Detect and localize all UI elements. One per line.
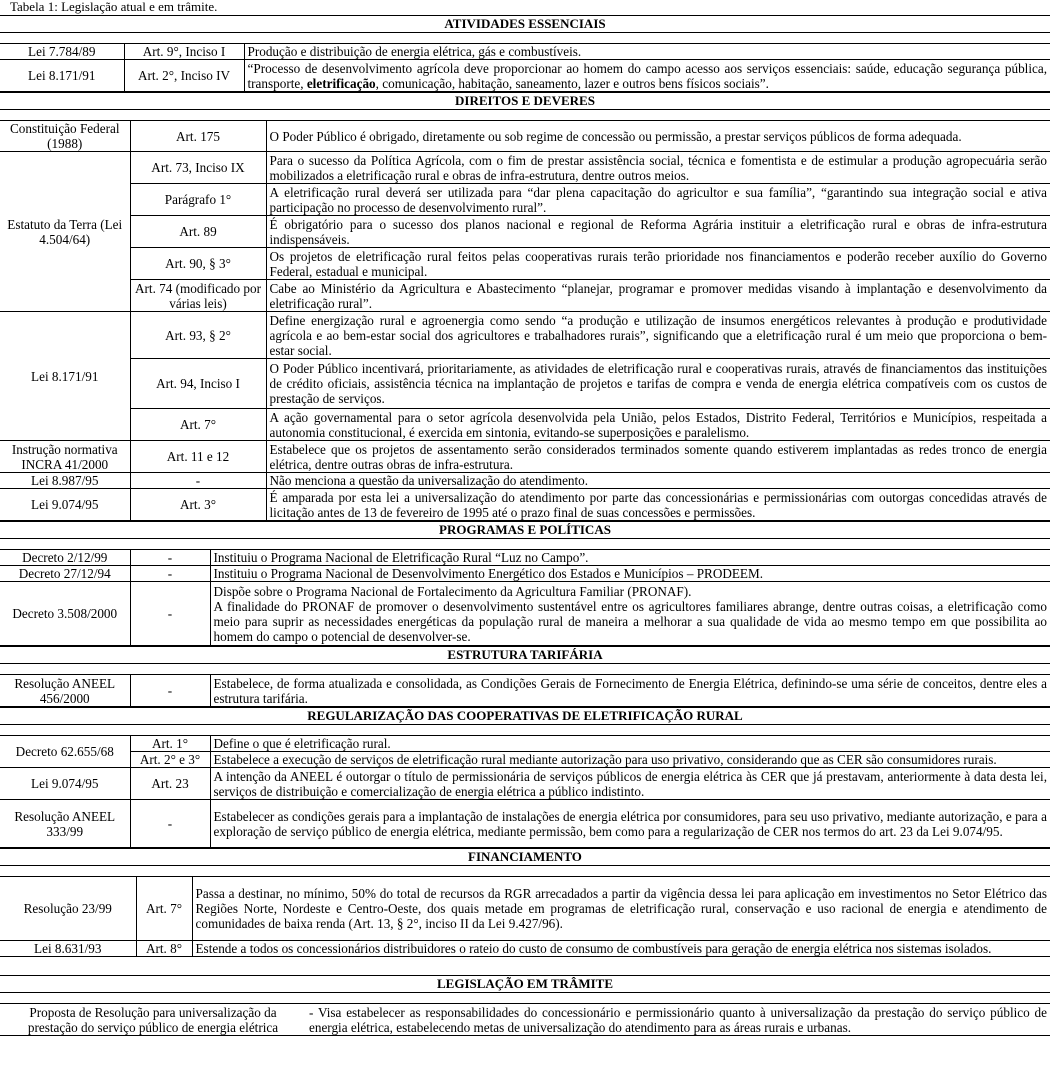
text-cell (244, 60, 1050, 92)
table-row (0, 152, 1050, 184)
section-title-essenciais: ATIVIDADES ESSENCIAIS (0, 15, 1050, 33)
article-cell: - (130, 800, 210, 848)
law-cell: Lei 9.074/95 (0, 768, 130, 800)
section-title-tramite: LEGISLAÇÃO EM TRÂMITE (0, 975, 1050, 993)
section-title-cooperativas: REGULARIZAÇÃO DAS COOPERATIVAS DE ELETRIFICAÇÃO RURAL (0, 707, 1050, 725)
text-cell: Passa a destinar, no mínimo, 50% do total de recursos da RGR arrecadados a partir da vigência dessa lei para aplicação em investimentos no Setor Elétrico das Regiões Norte, Nordeste e Centro-Oeste, dos quais metade em programas de eletrificação rural, conservação e uso racional de energia e atendimento de comunidades de baixa renda (Art. 13, § 2°, inciso II da Lei 9.427/96). (192, 877, 1050, 941)
table-cooperativas (0, 735, 1050, 848)
table-row (0, 184, 1050, 216)
text-cell: É amparada por esta lei a universalização do atendimento por parte das concessionárias e permissionárias com outorgas concedidas através de licitação antes de 13 de fevereiro de 1995 até o prazo final de suas concessões e permissões. (266, 489, 1050, 521)
spacer (0, 866, 1050, 876)
text-cell: Instituiu o Programa Nacional de Desenvolvimento Energético dos Estados e Municípios – PRODEEM. (210, 566, 1050, 582)
table-row (0, 768, 1050, 800)
text-cell: É obrigatório para o sucesso dos planos nacional e regional de Reforma Agrária instituir a eletrificação rural e obras de infra-estrutura indispensáveis. (266, 216, 1050, 248)
table-row (0, 312, 1050, 359)
section-title-financiamento: FINANCIAMENTO (0, 848, 1050, 866)
article-cell: Art. 1° (130, 736, 210, 752)
law-cell: Proposta de Resolução para universalização da prestação do serviço público de energia elétrica (27, 1004, 279, 1035)
text-cell: A eletrificação rural deverá ser utilizada para “dar plena capacitação do agricultor e sua família”, “garantindo sua integração social e ativa participação no processo de desenvolvimento rural”. (266, 184, 1050, 216)
table-row (0, 216, 1050, 248)
law-cell: Instrução normativa INCRA 41/2000 (0, 441, 130, 473)
law-cell: Constituição Federal (1988) (0, 121, 130, 152)
table-direitos (0, 120, 1050, 521)
spacer (0, 993, 1050, 1003)
text-cell: O Poder Público incentivará, prioritariamente, as atividades de eletrificação rural e cooperativas rurais, através de financiamentos das instituições de crédito oficiais, assistência técnica na implantação de projetos e tarifas de compra e venda de energia elétrica compatíveis com os custos de prestação de serviços. (266, 359, 1050, 409)
law-cell: Lei 7.784/89 (0, 44, 124, 60)
table-row (0, 736, 1050, 752)
law-cell: Decreto 62.655/68 (0, 736, 130, 768)
text-cell: Os projetos de eletrificação rural feitos pelas cooperativas rurais terão prioridade nos financiamentos e poderão receber auxílio do Governo Federal, estadual e municipal. (266, 248, 1050, 280)
article-cell: Art. 89 (130, 216, 266, 248)
text-part: “Processo de desenvolvimento agrícola deve proporcionar ao homem do campo acesso aos serviços essenciais: saúde, educação segurança pública, transporte, (247, 60, 1047, 91)
text-cell: - Visa estabelecer as responsabilidades do concessionário e permissionário quanto à universalização da prestação do serviço público de energia elétrica, estabelecendo metas de universalização do atendimento para as áreas rurais e urbanas. (309, 1004, 1047, 1035)
law-cell: Decreto 27/12/94 (0, 566, 130, 582)
text-paragraph: Dispõe sobre o Programa Nacional de Fortalecimento da Agricultura Familiar (PRONAF). (213, 583, 692, 599)
spacer (0, 957, 1050, 975)
table-row (0, 280, 1050, 312)
article-cell: Art. 175 (130, 121, 266, 152)
text-cell: Define o que é eletrificação rural. (210, 736, 1050, 752)
text-cell: Produção e distribuição de energia elétrica, gás e combustíveis. (244, 44, 1050, 60)
text-cell: Estabelece a execução de serviços de eletrificação rural mediante autorização para uso privativo, considerando que as CER são consumidores rurais. (210, 752, 1050, 768)
text-cell: Cabe ao Ministério da Agricultura e Abastecimento “planejar, programar e promover medidas visando à implantação e desenvolvimento da eletrificação rural”. (266, 280, 1050, 312)
table-row (0, 877, 1050, 941)
article-cell: Art. 7° (130, 409, 266, 441)
article-cell: - (130, 473, 266, 489)
table-row (0, 441, 1050, 473)
table-row (0, 489, 1050, 521)
text-cell: Não menciona a questão da universalização do atendimento. (266, 473, 1050, 489)
article-cell: Art. 2° e 3° (130, 752, 210, 768)
article-cell: Art. 94, Inciso I (130, 359, 266, 409)
table-essenciais (0, 43, 1050, 92)
table-programas (0, 549, 1050, 646)
article-cell: Art. 3° (130, 489, 266, 521)
article-cell: Art. 11 e 12 (130, 441, 266, 473)
table-tarifaria (0, 674, 1050, 707)
table-row (0, 60, 1050, 92)
article-cell: - (130, 550, 210, 566)
article-cell: - (130, 566, 210, 582)
article-cell: - (130, 675, 210, 707)
law-cell: Decreto 2/12/99 (0, 550, 130, 566)
text-cell: Estabelece, de forma atualizada e consolidada, as Condições Gerais de Fornecimento de Energia Elétrica, definindo-se uma série de conceitos, dentre eles a estrutura tarifária. (210, 675, 1050, 707)
section-title-direitos: DIREITOS E DEVERES (0, 92, 1050, 110)
spacer (0, 33, 1050, 43)
law-cell: Lei 9.074/95 (0, 489, 130, 521)
text-cell: Define energização rural e agroenergia como sendo “a produção e utilização de insumos energéticos relevantes à produção e produtividade agrícola e ao bem-estar social dos agricultores e trabalhadores rurais”, significando que a eletrificação rural é um meio que proporciona o bem-estar social. (266, 312, 1050, 359)
table-row (0, 582, 1050, 646)
spacer (0, 664, 1050, 674)
text-cell (210, 582, 1050, 646)
table-financiamento (0, 876, 1050, 957)
article-cell: Art. 2°, Inciso IV (124, 60, 244, 92)
law-cell: Decreto 3.508/2000 (0, 582, 130, 646)
law-cell: Lei 8.631/93 (0, 941, 136, 957)
table-row (0, 752, 1050, 768)
text-cell: Para o sucesso da Política Agrícola, com o fim de prestar assistência social, técnica e fomentista e de estimular a produção agropecuária serão mobilizados a eletrificação rural e obras de infra-estrutura, dentre outros meios. (266, 152, 1050, 184)
table-row (0, 550, 1050, 566)
table-row (0, 473, 1050, 489)
table-tramite (0, 1003, 1050, 1036)
spacer (0, 110, 1050, 120)
law-cell: Lei 8.171/91 (0, 312, 130, 441)
text-bold: eletrificação (306, 75, 376, 91)
section-title-tarifaria: ESTRUTURA TARIFÁRIA (0, 646, 1050, 664)
table-row (0, 800, 1050, 848)
table-row (0, 941, 1050, 957)
section-title-programas: PROGRAMAS E POLÍTICAS (0, 521, 1050, 539)
table-row (0, 121, 1050, 152)
table-row (0, 566, 1050, 582)
spacer (0, 725, 1050, 735)
text-paragraph: A finalidade do PRONAF de promover o desenvolvimento sustentável entre os agricultores familiares abrange, dentre outras coisas, a eletrificação como meio para suprir as necessidades energéticas da população rural de maneira a melhorar a sua qualidade de vida ao mesmo tempo em que possibilita ao homem do campo o potencial de desenvolver-se. (213, 598, 1047, 644)
table-row (0, 248, 1050, 280)
article-cell: Art. 74 (modificado por várias leis) (130, 280, 266, 312)
text-cell: A intenção da ANEEL é outorgar o título de permissionária de serviços públicos de energia elétrica às CER que já prestavam, anteriormente à data desta lei, serviços de distribuição e comercialização de energia elétrica a público indistinto. (210, 768, 1050, 800)
article-cell: Art. 90, § 3° (130, 248, 266, 280)
text-cell: Estende a todos os concessionários distribuidores o rateio do custo de consumo de combustíveis para geração de energia elétrica nos sistemas isolados. (192, 941, 1050, 957)
table-row (0, 359, 1050, 409)
law-cell: Estatuto da Terra (Lei 4.504/64) (0, 152, 130, 312)
table-row (0, 675, 1050, 707)
law-cell: Resolução ANEEL 456/2000 (0, 675, 130, 707)
article-cell: Art. 7° (136, 877, 192, 941)
text-part: , comunicação, habitação, saneamento, lazer e outros bens físicos sociais”. (375, 75, 769, 91)
spacer (0, 539, 1050, 549)
table-row (0, 44, 1050, 60)
text-cell: A ação governamental para o setor agrícola desenvolvida pela União, pelos Estados, Distrito Federal, Territórios e Municípios, respeitada a autonomia constitucional, é exercida em sintonia, evitando-se superposições e paralelismo. (266, 409, 1050, 441)
law-cell: Lei 8.171/91 (0, 60, 124, 92)
article-cell: - (130, 582, 210, 646)
law-cell: Lei 8.987/95 (0, 473, 130, 489)
article-cell: Art. 93, § 2° (130, 312, 266, 359)
text-cell: Instituiu o Programa Nacional de Eletrificação Rural “Luz no Campo”. (210, 550, 1050, 566)
table-row (0, 409, 1050, 441)
text-cell: Estabelecer as condições gerais para a implantação de instalações de energia elétrica por consumidores, para seu uso privativo, mediante autorização, e para a exploração de serviço público de energia elétrica, mediante permissão, bem como para a regularização de CER nos termos do art. 23 da Lei 9.074/95. (210, 800, 1050, 848)
table-caption: Tabela 1: Legislação atual e em trâmite. (10, 0, 218, 14)
text-cell: O Poder Público é obrigado, diretamente ou sob regime de concessão ou permissão, a prestar serviços públicos de forma adequada. (266, 121, 1050, 152)
article-cell: Parágrafo 1° (130, 184, 266, 216)
law-cell: Resolução ANEEL 333/99 (0, 800, 130, 848)
law-cell: Resolução 23/99 (0, 877, 136, 941)
table-row (0, 1004, 1050, 1036)
article-cell: Art. 73, Inciso IX (130, 152, 266, 184)
article-cell: Art. 8° (136, 941, 192, 957)
article-cell: Art. 9°, Inciso I (124, 44, 244, 60)
article-cell: Art. 23 (130, 768, 210, 800)
text-cell: Estabelece que os projetos de assentamento serão considerados terminados somente quando estiverem implantadas as redes tronco de energia elétrica, dentre outras obras de infra-estrutura. (266, 441, 1050, 473)
